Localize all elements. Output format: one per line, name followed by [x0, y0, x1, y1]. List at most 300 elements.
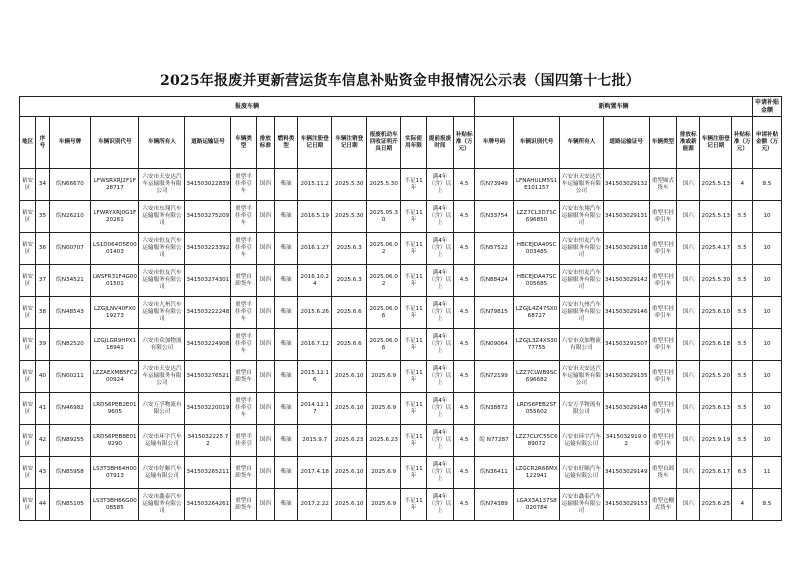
cell-years: 不足11年: [401, 361, 426, 393]
cell-new-owner: 六安市鑫泰汽车运输服务有限公司: [560, 489, 604, 521]
cell-new-plate: 皖N74389: [475, 489, 514, 521]
cell-regdate: 2016.10.24: [298, 265, 332, 297]
cell-amount: 10: [753, 393, 782, 425]
cell-years: 不足11年: [401, 265, 426, 297]
cell-new-permit: 341503029118: [603, 233, 649, 265]
cell-new-regdate: 2025.6.10: [700, 297, 732, 329]
cell-amount: 10: [753, 425, 782, 457]
cell-owner: 六安市恒友汽车运输服务有限公司: [139, 265, 185, 297]
cell-new-subsidy: 6.5: [732, 457, 753, 489]
cell-plate: 皖N89255: [49, 425, 90, 457]
cell-new-vtype: 重型半挂牵引车: [649, 201, 677, 233]
cell-subsidy: 4.5: [454, 233, 475, 265]
cell-plate: 皖N85105: [49, 489, 90, 521]
cell-fuel: 柴油: [275, 297, 298, 329]
cell-new-regdate: 2025.4.17: [700, 233, 732, 265]
cell-vin: LZGJLGR9HPX118941: [91, 329, 139, 361]
table-row: [20, 393, 782, 425]
header-emission: 排放标准: [256, 117, 274, 169]
cell-permit: 341503022839: [185, 169, 231, 201]
table-row: [20, 233, 782, 265]
cell-district: 裕安区: [20, 169, 36, 201]
table-row: [20, 201, 782, 233]
cell-new-regdate: 2025.6.18: [700, 329, 732, 361]
cell-recycle: 2025.5.30: [366, 169, 400, 201]
cell-owner: 六安市天安达汽车运输服务有限公司: [139, 169, 185, 201]
cell-new-vtype: 重型半挂牵引车: [649, 297, 677, 329]
cell-owner: 六安市恒友汽车运输服务有限公司: [139, 233, 185, 265]
cell-owner: 六安万孚物流有限公司: [139, 393, 185, 425]
cell-regdate: 2015.11.2: [298, 169, 332, 201]
cell-vtype: 重型半挂牵引车: [231, 393, 256, 425]
cell-new-vin: LZGJL3Z4XS3077755: [514, 329, 560, 361]
group-apply-amount: 申请补贴金额: [753, 97, 782, 117]
cell-new-emission: 国六: [677, 265, 700, 297]
cell-new-plate: 皖N38872: [475, 393, 514, 425]
cell-subsidy: 4.5: [454, 297, 475, 329]
cell-new-vin: LGAX3A137S8020784: [514, 489, 560, 521]
cell-scrapdate: 2025.6.6: [332, 329, 366, 361]
cell-district: 裕安区: [20, 201, 36, 233]
cell-vin: LRDS6PEB2E019605: [91, 393, 139, 425]
cell-owner: 六安市东翔汽车运输服务有限公司: [139, 201, 185, 233]
cell-new-plate: 皖N72199: [475, 361, 514, 393]
cell-plate: 皖N46982: [49, 393, 90, 425]
cell-new-plate: 皖N73949: [475, 169, 514, 201]
cell-new-emission: 国六: [677, 233, 700, 265]
cell-owner: 六安市众加物流有限公司: [139, 329, 185, 361]
cell-plate: 皖N26210: [49, 201, 90, 233]
cell-scrapdate: 2025.6.3: [332, 233, 366, 265]
cell-new-vtype: 重型半挂牵引车: [649, 329, 677, 361]
header-vin: 车辆识别代号: [91, 117, 139, 169]
cell-district: 裕安区: [20, 489, 36, 521]
cell-new-regdate: 2025.6.25: [700, 489, 732, 521]
cell-new-permit: 341503029135: [603, 361, 649, 393]
cell-new-regdate: 2025.5.20: [700, 361, 732, 393]
cell-new-owner: 六安市恒友汽车运输服务有限公司: [560, 265, 604, 297]
cell-emission: 国四: [256, 233, 274, 265]
cell-years: 不足11年: [401, 297, 426, 329]
cell-subsidy: 4.5: [454, 329, 475, 361]
cell-emission: 国四: [256, 457, 274, 489]
header-recycle-date: 报废机动车回收证明开具日期: [366, 117, 400, 169]
subsidy-table: [19, 96, 782, 521]
cell-new-subsidy: 5.5: [732, 233, 753, 265]
cell-amount: 8.5: [753, 489, 782, 521]
cell-new-vtype: 重型半挂牵引车: [649, 233, 677, 265]
cell-scrapdate: 2025.6.10: [332, 457, 366, 489]
cell-new-emission: 国六: [677, 489, 700, 521]
header-amount: 申请补贴金额（万元）: [753, 117, 782, 169]
header-scrap-date: 车辆注销登记日期: [332, 117, 366, 169]
cell-subsidy: 4.5: [454, 361, 475, 393]
cell-emission: 国四: [256, 297, 274, 329]
cell-new-subsidy: 4: [732, 489, 753, 521]
cell-scrapdate: 2025.6.10: [332, 489, 366, 521]
cell-scrapdate: 2025.6.6: [332, 297, 366, 329]
cell-remain: 满4年（含）以上: [426, 201, 454, 233]
cell-seq: 39: [36, 329, 50, 361]
cell-seq: 35: [36, 201, 50, 233]
cell-recycle: 2025.05.30: [366, 201, 400, 233]
cell-new-permit: 341503029149: [603, 457, 649, 489]
cell-new-vin: HBCEJDA40SC003485: [514, 233, 560, 265]
cell-new-vin: LZGJL4Z47SX068727: [514, 297, 560, 329]
cell-new-plate: 皖N09064: [475, 329, 514, 361]
cell-remain: 满4年（含）以上: [426, 425, 454, 457]
header-permit: 道路运输证号: [185, 117, 231, 169]
cell-fuel: 柴油: [275, 169, 298, 201]
cell-regdate: 2015.12.16: [298, 361, 332, 393]
cell-new-emission: 国六: [677, 457, 700, 489]
cell-years: 不足11年: [401, 393, 426, 425]
cell-vtype: 重型半挂牵引车: [231, 169, 256, 201]
cell-new-vin: HBCEJDA47SC005685: [514, 265, 560, 297]
cell-vtype: 重型自卸货车: [231, 489, 256, 521]
cell-amount: 11: [753, 457, 782, 489]
header-vehicle-type: 车辆类型: [231, 117, 256, 169]
cell-vtype: 重型半挂牵引车: [231, 233, 256, 265]
cell-seq: 38: [36, 297, 50, 329]
cell-new-vin: LRDS6PEB2ST055602: [514, 393, 560, 425]
cell-recycle: 2025.06.06: [366, 297, 400, 329]
cell-new-permit: 341503291507: [603, 329, 649, 361]
cell-subsidy: 4.5: [454, 489, 475, 521]
cell-vin: LZGJLNV40FX019273: [91, 297, 139, 329]
header-subsidy: 补贴标准（万元）: [454, 117, 475, 169]
cell-new-owner: 六安市众加物流有限公司: [560, 329, 604, 361]
cell-regdate: 2015.6.26: [298, 297, 332, 329]
cell-permit: 341503220019: [185, 393, 231, 425]
cell-new-regdate: 2025.6.13: [700, 393, 732, 425]
cell-vin: LRDS6PEB8E019290: [91, 425, 139, 457]
cell-new-owner: 六安市好顺汽车运输有限公司: [560, 457, 604, 489]
cell-new-subsidy: 5.5: [732, 329, 753, 361]
cell-recycle: 2025.06.02: [366, 265, 400, 297]
cell-new-permit: 341503029148: [603, 393, 649, 425]
cell-scrapdate: 2025.6.23: [332, 425, 366, 457]
cell-years: 不足11年: [401, 329, 426, 361]
cell-regdate: 2015.9.7: [298, 425, 332, 457]
cell-new-vin: LZGCR2R66MX122941: [514, 457, 560, 489]
cell-regdate: 2017.4.18: [298, 457, 332, 489]
cell-subsidy: 4.5: [454, 457, 475, 489]
cell-new-plate: 皖N57522: [475, 233, 514, 265]
cell-amount: 10: [753, 361, 782, 393]
cell-fuel: 柴油: [275, 265, 298, 297]
table-row: [20, 169, 782, 201]
cell-vin: LWSFR31F4G0001501: [91, 265, 139, 297]
cell-vtype: 重型半挂牵引: [231, 425, 256, 457]
cell-remain: 满4年（含）以上: [426, 489, 454, 521]
cell-new-vtype: 重型仓栅式货车: [649, 489, 677, 521]
cell-fuel: 柴油: [275, 233, 298, 265]
cell-regdate: 2014.12.17: [298, 393, 332, 425]
cell-remain: 满4年（含）以上: [426, 297, 454, 329]
cell-new-regdate: 2025.5.13: [700, 201, 732, 233]
cell-seq: 34: [36, 169, 50, 201]
header-new-permit: 道路运输证号: [603, 117, 649, 169]
cell-permit: 341503224908: [185, 329, 231, 361]
cell-remain: 满4年（含）以上: [426, 169, 454, 201]
cell-new-subsidy: 5.5: [732, 393, 753, 425]
cell-new-regdate: 2025.9.19: [700, 425, 732, 457]
cell-recycle: 2025.6.9: [366, 489, 400, 521]
cell-plate: 皖N00707: [49, 233, 90, 265]
cell-subsidy: 4.5: [454, 393, 475, 425]
cell-emission: 国四: [256, 489, 274, 521]
cell-new-subsidy: 5.5: [732, 297, 753, 329]
cell-plate: 皖N48543: [49, 297, 90, 329]
cell-new-owner: 六安市天安达汽车运输服务有限公司: [560, 361, 604, 393]
cell-years: 不足11年: [401, 201, 426, 233]
cell-vin: LS3T3BH66G0008585: [91, 489, 139, 521]
cell-scrapdate: 2025.6.10: [332, 361, 366, 393]
cell-seq: 42: [36, 425, 50, 457]
header-new-emission: 排放标准或新能源: [677, 117, 700, 169]
cell-fuel: 柴油: [275, 393, 298, 425]
cell-new-owner: 六安市天安达汽车运输服务有限公司: [560, 169, 604, 201]
cell-remain: 满4年（含）以上: [426, 233, 454, 265]
cell-emission: 国四: [256, 169, 274, 201]
cell-plate: 皖N82520: [49, 329, 90, 361]
cell-district: 裕安区: [20, 425, 36, 457]
header-district: 地区: [20, 117, 36, 169]
cell-fuel: 柴油: [275, 425, 298, 457]
header-fuel: 燃料类型: [275, 117, 298, 169]
cell-district: 裕安区: [20, 297, 36, 329]
cell-seq: 40: [36, 361, 50, 393]
cell-new-plate: 皖N79815: [475, 297, 514, 329]
header-plate: 车辆号牌: [49, 117, 90, 169]
cell-recycle: 2025.6.9: [366, 457, 400, 489]
cell-subsidy: 4.5: [454, 425, 475, 457]
cell-amount: 10: [753, 329, 782, 361]
table-row: [20, 457, 782, 489]
cell-permit: 341503264261: [185, 489, 231, 521]
cell-fuel: 柴油: [275, 329, 298, 361]
cell-scrapdate: 2025.6.3: [332, 265, 366, 297]
cell-district: 裕安区: [20, 393, 36, 425]
cell-remain: 满4年（含）以上: [426, 361, 454, 393]
cell-new-vin: LZZ7CLWB9SC696682: [514, 361, 560, 393]
cell-new-plate: 皖 N77287: [475, 425, 514, 457]
cell-recycle: 2025.6.9: [366, 361, 400, 393]
cell-new-permit: 341503029146: [603, 297, 649, 329]
document-title: 2025年报废并更新营运货车信息补贴资金申报情况公示表（国四第十七批）: [160, 73, 640, 89]
header-new-vin: 车辆识别代号: [514, 117, 560, 169]
cell-remain: 满4年（含）以上: [426, 329, 454, 361]
cell-recycle: 2025.06.02: [366, 233, 400, 265]
cell-vin: LS1D064D5E0001403: [91, 233, 139, 265]
header-reg-date: 车辆注册登记日期: [298, 117, 332, 169]
table-row: [20, 425, 782, 457]
cell-new-vin: LFNAHULM5S1E101157: [514, 169, 560, 201]
cell-remain: 满4年（含）以上: [426, 457, 454, 489]
cell-emission: 国四: [256, 425, 274, 457]
cell-vtype: 重型半挂牵引车: [231, 329, 256, 361]
cell-subsidy: 4.5: [454, 201, 475, 233]
cell-new-permit: 341503029142: [603, 265, 649, 297]
cell-new-vtype: 重型厢式货车: [649, 169, 677, 201]
header-new-subsidy: 补贴标准（万元）: [732, 117, 753, 169]
cell-new-plate: 皖N36411: [475, 457, 514, 489]
cell-seq: 37: [36, 265, 50, 297]
cell-amount: 10: [753, 201, 782, 233]
cell-regdate: 2017.2.22: [298, 489, 332, 521]
cell-amount: 10: [753, 233, 782, 265]
cell-new-plate: 皖N33754: [475, 201, 514, 233]
cell-vin: LZZAEXMB5FC200924: [91, 361, 139, 393]
cell-new-permit: 3415032919 02: [603, 425, 649, 457]
cell-new-emission: 国六: [677, 169, 700, 201]
cell-plate: 皖N85958: [49, 457, 90, 489]
header-years-used: 实际使用年限: [401, 117, 426, 169]
cell-vin: LFWRYXRJ0G1F20261: [91, 201, 139, 233]
header-owner: 车辆所有人: [139, 117, 185, 169]
cell-vin: LS3T3BH64H0007913: [91, 457, 139, 489]
cell-remain: 满4年（含）以上: [426, 265, 454, 297]
cell-vtype: 重型自卸货车: [231, 361, 256, 393]
cell-new-subsidy: 5.5: [732, 201, 753, 233]
cell-new-vtype: 重型自卸货车: [649, 457, 677, 489]
header-new-reg-date: 车辆注册登记日期: [700, 117, 732, 169]
cell-permit: 341503274301: [185, 265, 231, 297]
cell-new-subsidy: 4: [732, 169, 753, 201]
cell-new-emission: 国六: [677, 329, 700, 361]
cell-owner: 六安市天安达汽车运输服务有限公司: [139, 361, 185, 393]
cell-owner: 六安市九州汽车运输服务有限公司: [139, 297, 185, 329]
cell-new-permit: 341503029153: [603, 489, 649, 521]
cell-permit: 341503223392: [185, 233, 231, 265]
cell-plate: 皖N66670: [49, 169, 90, 201]
cell-plate: 皖N34521: [49, 265, 90, 297]
header-new-vehicle-type: 车辆类型: [649, 117, 677, 169]
cell-regdate: 2016.5.19: [298, 201, 332, 233]
cell-vtype: 重型半挂牵引车: [231, 297, 256, 329]
cell-vtype: 重型自卸货车: [231, 457, 256, 489]
cell-vtype: 重型自卸货车: [231, 265, 256, 297]
cell-new-vtype: 重型半挂牵引车: [649, 265, 677, 297]
cell-permit: 3415032225 72: [185, 425, 231, 457]
cell-new-owner: 六安市九州汽车运输服务有限公司: [560, 297, 604, 329]
cell-seq: 44: [36, 489, 50, 521]
cell-new-permit: 341503029132: [603, 169, 649, 201]
cell-owner: 六安市好顺汽车运输有限公司: [139, 457, 185, 489]
cell-plate: 皖N00211: [49, 361, 90, 393]
header-early-scrap: 提前报废时间: [426, 117, 454, 169]
cell-new-subsidy: 5.5: [732, 265, 753, 297]
header-seq: 序号: [36, 117, 50, 169]
cell-emission: 国四: [256, 265, 274, 297]
cell-emission: 国四: [256, 329, 274, 361]
cell-new-vtype: 重型半挂牵引车: [649, 361, 677, 393]
cell-new-emission: 国六: [677, 297, 700, 329]
cell-years: 不足11年: [401, 457, 426, 489]
header-new-plate: 车牌号码: [475, 117, 514, 169]
cell-regdate: 2016.1.27: [298, 233, 332, 265]
table-row: [20, 329, 782, 361]
cell-years: 不足11年: [401, 425, 426, 457]
group-new-vehicle: 新购置车辆: [475, 97, 753, 117]
group-scrap-vehicle: 报废车辆: [20, 97, 475, 117]
cell-vtype: 重型半挂牵引车: [231, 201, 256, 233]
cell-new-vtype: 重型半挂牵引车: [649, 425, 677, 457]
cell-district: 裕安区: [20, 457, 36, 489]
cell-new-plate: 皖N88424: [475, 265, 514, 297]
cell-years: 不足11年: [401, 169, 426, 201]
cell-scrapdate: 2025.6.10: [332, 393, 366, 425]
table-row: [20, 265, 782, 297]
cell-subsidy: 4.5: [454, 169, 475, 201]
cell-owner: 六安市鑫泰汽车运输服务有限公司: [139, 489, 185, 521]
cell-new-owner: 六安市环宇汽车运输有限公司: [560, 425, 604, 457]
cell-amount: 10: [753, 297, 782, 329]
cell-new-owner: 六安市恒友汽车运输服务有限公司: [560, 233, 604, 265]
cell-permit: 341503265211: [185, 457, 231, 489]
cell-scrapdate: 2025.5.30: [332, 169, 366, 201]
cell-years: 不足11年: [401, 489, 426, 521]
cell-permit: 341503276521: [185, 361, 231, 393]
cell-new-emission: 国六: [677, 425, 700, 457]
cell-new-emission: 国六: [677, 201, 700, 233]
cell-remain: 满4年（含）以上: [426, 393, 454, 425]
cell-new-subsidy: 5.5: [732, 361, 753, 393]
cell-vin: LFWSRXRJ2F1F28717: [91, 169, 139, 201]
table-row: [20, 361, 782, 393]
cell-district: 裕安区: [20, 265, 36, 297]
cell-amount: 8.5: [753, 169, 782, 201]
cell-new-regdate: 2025.6.17: [700, 457, 732, 489]
cell-seq: 41: [36, 393, 50, 425]
cell-subsidy: 4.5: [454, 265, 475, 297]
cell-new-owner: 六安万孚物流有限公司: [560, 393, 604, 425]
cell-new-vin: LZZ7CL3D7SC696850: [514, 201, 560, 233]
cell-years: 不足11年: [401, 233, 426, 265]
cell-new-regdate: 2025.5.13: [700, 169, 732, 201]
header-new-owner: 车辆所有人: [560, 117, 604, 169]
cell-fuel: 柴油: [275, 457, 298, 489]
cell-district: 裕安区: [20, 329, 36, 361]
cell-recycle: 2025.6.23: [366, 425, 400, 457]
cell-emission: 国四: [256, 201, 274, 233]
cell-new-regdate: 2025.5.30: [700, 265, 732, 297]
cell-district: 裕安区: [20, 233, 36, 265]
cell-permit: 341503222248: [185, 297, 231, 329]
cell-new-emission: 国六: [677, 393, 700, 425]
cell-recycle: 2025.06.06: [366, 329, 400, 361]
cell-seq: 43: [36, 457, 50, 489]
cell-new-vtype: 重型半挂牵引车: [649, 393, 677, 425]
table-row: [20, 489, 782, 521]
cell-new-subsidy: 5.5: [732, 425, 753, 457]
cell-emission: 国四: [256, 361, 274, 393]
cell-fuel: 柴油: [275, 201, 298, 233]
cell-recycle: 2025.6.9: [366, 393, 400, 425]
cell-fuel: 柴油: [275, 489, 298, 521]
cell-owner: 六安市环宇汽车运输有限公司: [139, 425, 185, 457]
cell-scrapdate: 2025.5.30: [332, 201, 366, 233]
cell-emission: 国四: [256, 393, 274, 425]
cell-new-emission: 国六: [677, 361, 700, 393]
cell-amount: 10: [753, 265, 782, 297]
cell-new-vin: LZZ7CLYC55C689072: [514, 425, 560, 457]
cell-fuel: 柴油: [275, 361, 298, 393]
cell-district: 裕安区: [20, 361, 36, 393]
cell-new-permit: 341503029131: [603, 201, 649, 233]
table-row: [20, 297, 782, 329]
